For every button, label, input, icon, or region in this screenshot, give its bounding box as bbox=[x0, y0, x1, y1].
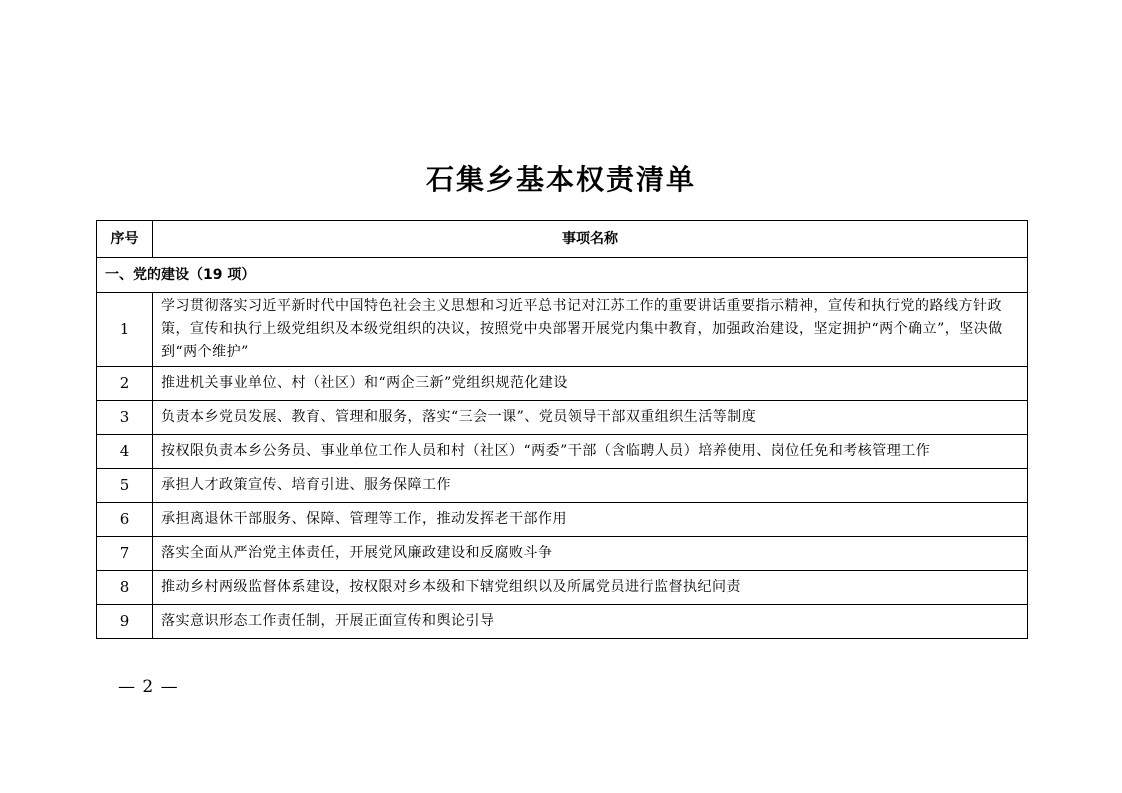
table-header-row bbox=[97, 221, 1028, 258]
row-number: 2 bbox=[97, 367, 153, 401]
table-row bbox=[97, 503, 1028, 537]
row-item-name: 落实意识形态工作责任制，开展正面宣传和舆论引导 bbox=[153, 605, 1028, 639]
responsibility-table-container bbox=[96, 220, 1027, 639]
page-number: — 2 — bbox=[118, 677, 179, 697]
table-row bbox=[97, 435, 1028, 469]
table-row bbox=[97, 469, 1028, 503]
row-item-name: 推进机关事业单位、村（社区）和“两企三新”党组织规范化建设 bbox=[153, 367, 1028, 401]
row-number: 1 bbox=[97, 293, 153, 367]
table-row bbox=[97, 537, 1028, 571]
table-row bbox=[97, 367, 1028, 401]
row-number: 5 bbox=[97, 469, 153, 503]
row-number: 4 bbox=[97, 435, 153, 469]
row-item-name: 按权限负责本乡公务员、事业单位工作人员和村（社区）“两委”干部（含临聘人员）培养使用、岗位任免和考核管理工作 bbox=[153, 435, 1028, 469]
header-number: 序号 bbox=[97, 221, 153, 258]
row-item-name: 负责本乡党员发展、教育、管理和服务，落实“三会一课”、党员领导干部双重组织生活等制度 bbox=[153, 401, 1028, 435]
row-number: 9 bbox=[97, 605, 153, 639]
row-item-name: 推动乡村两级监督体系建设，按权限对乡本级和下辖党组织以及所属党员进行监督执纪问责 bbox=[153, 571, 1028, 605]
row-number: 7 bbox=[97, 537, 153, 571]
row-item-name: 学习贯彻落实习近平新时代中国特色社会主义思想和习近平总书记对江苏工作的重要讲话重要指示精神，宣传和执行党的路线方针政策，宣传和执行上级党组织及本级党组织的决议，按照党中央部署开展党内集中教育，加强政治建设，坚定拥护“两个确立”，坚决做到“两个维护” bbox=[153, 293, 1028, 367]
table-row bbox=[97, 401, 1028, 435]
table-row bbox=[97, 293, 1028, 367]
header-item-name: 事项名称 bbox=[153, 221, 1028, 258]
row-number: 8 bbox=[97, 571, 153, 605]
section-row-party-building bbox=[97, 258, 1028, 293]
row-number: 3 bbox=[97, 401, 153, 435]
row-item-name: 承担人才政策宣传、培育引进、服务保障工作 bbox=[153, 469, 1028, 503]
row-number: 6 bbox=[97, 503, 153, 537]
table-row bbox=[97, 571, 1028, 605]
row-item-name: 承担离退休干部服务、保障、管理等工作，推动发挥老干部作用 bbox=[153, 503, 1028, 537]
table-row bbox=[97, 605, 1028, 639]
row-item-name: 落实全面从严治党主体责任，开展党风廉政建设和反腐败斗争 bbox=[153, 537, 1028, 571]
section-title: 一、党的建设（19 项） bbox=[97, 258, 1028, 293]
responsibility-table bbox=[96, 220, 1028, 639]
document-title: 石集乡基本权责清单 bbox=[425, 163, 696, 196]
